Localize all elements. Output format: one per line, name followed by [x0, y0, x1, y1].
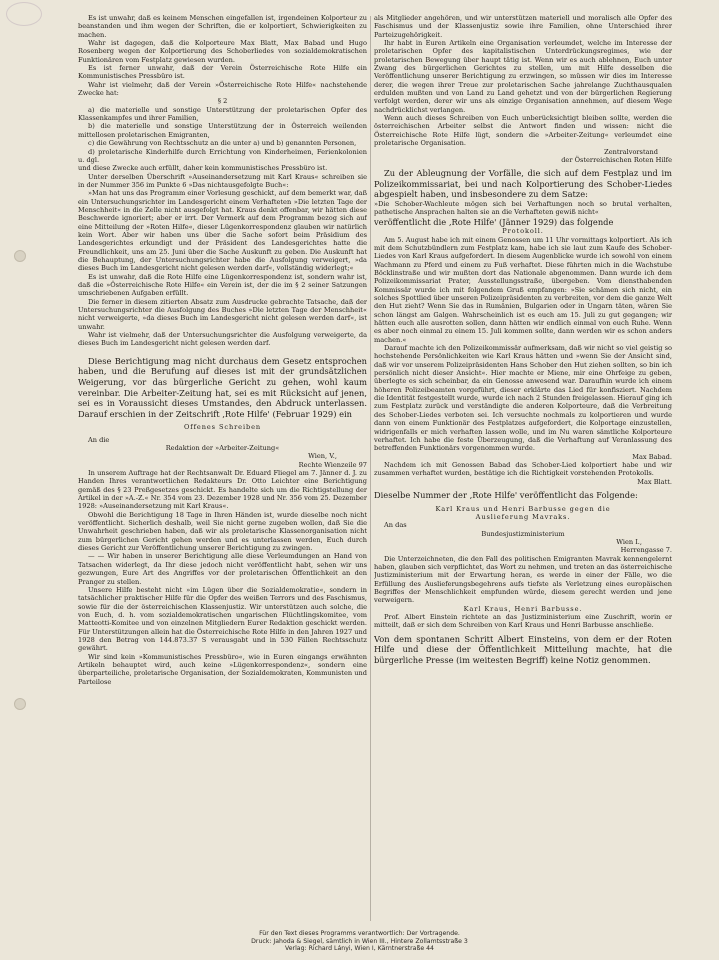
section-heading: § 2	[217, 97, 228, 106]
paragraph: Es ist unwahr, daß es keinem Menschen eingefallen ist, irgendeinen Kolporteur zu beanstanden und ihm wegen der Schriften, die er kolportiert, Schwierigkeiten zu machen.	[78, 14, 367, 39]
paragraph: In unserem Auftrage hat der Rechtsanwalt Dr. Eduard Fliegel am 7. Jänner d. J. zu Handen Ihres verantwortlichen Redakteurs Dr. Otto Leichter eine Berichtigung gemäß des § 23 Preßgesetzes geschickt. Es handelte sich um die Richtigstellung der Artikel in der »A.-Z.« Nr. 354 vom 23. Dezember 1928 und Nr. 356 vom 25. Dezember 1928: »Auseinandersetzung mit Karl Kraus«.	[78, 469, 367, 511]
paragraph: Wir sind kein »Kommunistisches Pressbüro«, wie in Euren eingangs erwähnten Artikeln behauptet wird, auch keine »Lügenkorrespondenz«, sondern eine überparteiliche, proletarische Organisation, der Sozialdemokraten, Kommunisten und Parteilose	[78, 652, 367, 686]
list-item: c) die Gewährung von Rechtsschutz an die unter a) und b) genannten Personen,	[88, 139, 357, 148]
letter-recipient-intro: An das	[384, 521, 407, 530]
paragraph: Ihr habt in Euren Artikeln eine Organisation verleumdet, welche im Interesse der proletarischen Opfer des kapitalistischen Unterdrückungsregimes, wie der proletarischen Bewegung über haupt tätig ist. Wenn wir es auch ablehnen, Euch unter Zwang des bürgerlichen Gerichtes zu stellen, um mit Hilfe desselben die Veröffentlichung unserer Berichtigung zu erzwingen, so müssen wir dies im Interesse derer, die wegen ihrer Treue zur proletarischen Sache jahrelange Zuchthausqualen erdulden mußten und von Land zu Land gehetzt und von der bürgerlichen Regierung verfolgt werden, derer wir uns als einzige Organisation annehmen, auf diesem Wege nachdrücklichst verlangen.	[374, 39, 672, 114]
commentary-paragraph: Dieselbe Nummer der ‚Rote Hilfe' veröffentlicht das Folgende:	[374, 489, 638, 500]
paragraph: — — Wir haben in unserer Berichtigung alle diese Verleumdungen an Hand von Tatsachen widerlegt, da Ihr diese jedoch nicht veröffentlicht habt, sehen wir uns gezwungen, Eure Art des Angriffes vor der proletarischen Öffentlichkeit an den Pranger zu stellen.	[78, 552, 367, 586]
paragraph: Unter derselben Überschrift »Auseinandersetzung mit Karl Kraus« schreiben sie in der Nummer 356 im Punkte 6 »Das nichtausgefolgte Buch«:	[78, 172, 367, 189]
letter-title: Offenes Schreiben	[183, 423, 262, 432]
paragraph: Darauf machte ich den Polizeikommissär aufmerksam, daß wir nicht so viel geistig so hochstehende Persönlichkeiten wie Karl Kraus hätten und »wenn Sie der Ansicht sind, daß wir vor unserem Polizeipräsidenten Hans Schober den Hut ziehen sollten, so bin ich persönlich nicht dieser Ansicht«. Hier machte er Miene, mir eine Ohrfeige zu geben, überlegte es sich scheinbar, da ein Genosse anwesend war. Daraufhin wurde ich einem höheren Polizeibeamten vorgeführt, dieser erklärte das Lied für konfisziert. Nachdem die Identität festgestellt wurde, wurde ich nach 2 Stunden freigelassen. Hierauf ging ich zum Festplatz zurück und verständigte die anderen Kolporteure, daß die Verbreitung des Schober-Liedes verboten sei. Ich versuchte nochmals zu kolportieren und wurde dann von einem Funktionär des Festplatzes aufgefordert, die Kolportage einzustellen, widrigenfalls er mich verhaften lassen wolle, und im Nu waren sämtliche Kolporteure verhaftet. Ich habe die feste Überzeugung, daß die Verhaftung auf Veranlassung des betreffenden Funktionärs vorgenommen wurde.	[374, 344, 672, 453]
letter-recipient: Bundesjustizministerium	[481, 529, 565, 538]
paragraph: Nachdem ich mit Genossen Babad das Schober-Lied kolportiert habe und wir zusammen verhaftet wurden, bestätige ich die Richtigkeit vorstehenden Protokolls.	[374, 460, 672, 478]
right-column	[374, 14, 672, 665]
commentary-paragraph: Von dem spontanen Schritt Albert Einsteins, von dem er der Roten Hilfe und diese der Öffentlichkeit Mitteilung machte, hat die bürgerliche Presse (im weitesten Begriff) keine Notiz genommen.	[374, 633, 672, 665]
paragraph: Die Unterzeichneten, die den Fall des politischen Emigranten Mavrak kennengelernt haben, glauben sich verpflichtet, das Wort zu nehmen, und treten an das österreichische Justizministerium mit der Erwartung heran, es werde in einer der Fälle, wo die Erfüllung des Auslieferungsbegehrens aufs tiefste als Verletzung eines europäischen Begriffes der Menschlichkeit empfunden würde, diesem gerecht werden und jene verweigern.	[374, 554, 672, 605]
letter-city: Wien, V.,	[308, 452, 337, 461]
signature-line: Max Blatt.	[637, 477, 672, 486]
paragraph: Die ferner in diesem zitierten Absatz zum Ausdrucke gebrachte Tatsache, daß der Untersuchungsrichter die Ausfolgung des Buches »Die letzten Tage der Menschheit« nicht verweigerte, »da dieses Buch im Landesgericht nicht gelesen werden darf«, ist unwahr.	[78, 297, 367, 331]
list-item: d) proletarische Kinderhilfe durch Errichtung von Kinderheimen, Ferienkolonien u. dgl.	[78, 147, 367, 164]
list-item: a) die materielle und sonstige Unterstützung der proletarischen Opfer des Klassenkampfes und ihrer Familien,	[78, 105, 367, 123]
commentary-paragraph: Diese Berichtigung mag nicht durchaus dem Gesetz entsprochen haben, und die Berufung auf dieses ist mit der grundsätzlichen Weigerung, vor das bürgerliche Gericht zu gehen, wohl kaum vereinbar. Die Arbeiter-Zeitung hat, sei es mit Rücksicht auf jenen, sei es in Voraussicht dieses Umstandes, den Abdruck unterlassen. Darauf erschien in der Zeitschrift ‚Rote Hilfe' (Februar 1929) ein	[78, 355, 367, 419]
imprint-line: Druck: Jahoda & Siegel, sämtlich in Wien III., Hintere Zollamtsstraße 3	[251, 937, 468, 945]
quoted-paragraph: »Man hat uns das Programm einer Vorlesung geschickt, auf dem bemerkt war, daß ein Untersuchungsrichter im Landesgericht einem Verhafteten »Die letzten Tage der Menschheit« in die Zelle nicht ausgefolgt hat. Kraus denkt offenbar, wir hätten diese Beschwerde ignoriert; aber er irrt. Der Vermerk auf dem Programm bezog sich auf eine Mitteilung der »Roten Hilfe«, dieser Lügenkorrespondenz glauben wir natürlich kein Wort. Aber wir haben uns über die Sache sofort beim Präsidium des Landesgerichtes erkundigt und der Präsident des Landesgerichtes hatte die Freundlichkeit, uns am 25. Juni über die Sache Auskunft zu geben. Die Auskunft hat die Behauptung, der Untersuchungsrichter habe die Ausfolgung verweigert, »da dieses Buch im Landesgericht nicht gelesen werden darf«, vollständig widerlegt;«	[78, 189, 367, 273]
letter-recipient: Redaktion der »Arbeiter-Zeitung«	[165, 444, 280, 452]
commentary-paragraph: Zu der Ableugnung der Vorfälle, die sich auf dem Festplaz und im Polizeikommissariat, bei und nach Kolportierung des Schober-Liedes abgespielt haben, und insbesondere zu dem Satze:	[374, 168, 672, 200]
punch-hole-top	[14, 250, 26, 262]
paragraph: Es ist ferner unwahr, daß der Verein Österreichische Rote Hilfe ein Kommunistisches Pressbüro ist.	[78, 64, 367, 81]
appeal-title: Auslieferung Mavraks.	[475, 512, 571, 521]
paragraph: Prof. Albert Einstein richtete an das Justizministerium eine Zuschrift, worin er mitteilt, daß er sich dem Schreiben von Karl Kraus und Henri Barbusse anschließe.	[374, 612, 672, 630]
protocol-title: Protokoll.	[502, 227, 544, 236]
paragraph: Unsere Hilfe besteht nicht »im Lügen über die Sozialdemokratie«, sondern in tatsächlicher praktischer Hilfe für die Opfer des weißen Terrors und des Faschismus, sowie für die der österreichischen Klassenjustiz. Wir unterstützen auch solche, die von Euch, d. h. vom sozialdemokratischen ungarischen Flüchtlingskomitee, vom Matteotti-Komitee und von einzelnen Mitgliedern Eurer Redaktion geschickt werden. Für Unterstützungen allein hat die Österreichische Rote Hilfe in den Jahren 1927 und 1928 den Betrag von 144.873.37 S verausgabt und in 530 Fällen Rechtsschutz gewährt.	[78, 585, 367, 653]
left-column	[78, 14, 367, 686]
letter-address: Herrengasse 7.	[620, 546, 672, 555]
commentary-paragraph: veröffentlicht die ‚Rote Hilfe' (Jänner 1929) das folgende	[374, 216, 614, 227]
paragraph: Wahr ist vielmehr, daß der Verein »Österreichische Rote Hilfe« nachstehende Zwecke hat:	[78, 80, 367, 98]
quote: »Die Schober-Wachleute mögen sich bei Verhaftungen noch so brutal verhalten, pathetische Ansprachen halten sie an die Verhafteten gewiß nicht«	[374, 199, 672, 217]
paragraph: Wenn auch dieses Schreiben von Euch unberücksichtigt bleiben sollte, werden die österreichischen Arbeiter selbst die Antwort finden und wissen: nicht die Österreichische Rote Hilfe lügt, sondern die »Arbeiter-Zeitung« verleumdet eine proletarische Organisation.	[374, 114, 672, 148]
letter-address: Rechte Wienzeile 97	[298, 460, 367, 469]
paragraph: Wahr ist vielmehr, daß der Untersuchungsrichter die Ausfolgung verweigerte, da dieses Buch im Landesgericht nicht gelesen werden darf.	[78, 331, 367, 348]
column-divider	[370, 16, 371, 921]
letter-recipient-intro: An die	[88, 435, 110, 444]
paragraph: Wahr ist dagegen, daß die Kolporteure Max Blatt, Max Babad und Hugo Rosenberg wegen der Kolportierung des Schoberliedes von sozialdemokratischen Funktionären vom Festplatz gewiesen wurden.	[78, 39, 367, 64]
imprint-line: Verlag: Richard Lányi, Wien I, Kärntnerstraße 44	[284, 945, 434, 953]
library-stamp	[6, 2, 42, 26]
imprint-line: Für den Text dieses Programms verantwortlich: Der Vortragende.	[259, 930, 460, 937]
imprint-footer	[0, 930, 719, 953]
signature-line: der Österreichischen Roten Hilfe	[561, 155, 672, 164]
paragraph: als Mitglieder angehören, und wir unterstützen materiell und moralisch alle Opfer des Faschismus und der Klassenjustiz sowie ihre Familien, ohne Unterschied ihrer Parteizugehörigkeit.	[374, 14, 672, 39]
paragraph: und diese Zwecke auch erfüllt, daher kein kommunistisches Pressbüro ist.	[78, 164, 328, 173]
punch-hole-bottom	[14, 698, 26, 710]
paragraph: Am 5. August habe ich mit einem Genossen um 11 Uhr vormittags kolportiert. Als ich mit dem Schutzbündlern zum Festplatz kam, habe ich sie laut zum Kaufe des Schober-Liedes von Karl Kraus aufgefordert. In diesem Augenblicke wurde ich sowohl von einem Wachmann zu Pferd und einem zu Fuß verhaftet. Diese führten mich in die Wachstube Böcklinstraße und wir mußten dort das Nationale abgenommen. Dann wurde ich dem Polizeikommissariat Prater, Ausstellungsstraße, übergeben. Vom diensthabenden Kommissär wurde ich mit folgendem Gruß empfangen: »Sie schämen sich nicht, ein solches Spottlied über unseren Polizeipräsidenten zu verbreiten, vor dem die ganze Welt den Hut zieht? Wenn Sie das in Rumänien, Bulgarien oder in Ungarn täten, wären Sie schon längst am Galgen. Wahrscheinlich ist es euch am 15. Juli zu gut gegangen; wir hätten euch alle ausrotten sollen, dann hätten wir endlich einmal von euch Ruhe. Wenn es aber noch einmal zu einem 15. Juli kommen sollte, dann werden wir es schon anders machen.«	[374, 235, 672, 344]
signature-line: Karl Kraus, Henri Barbusse.	[463, 604, 583, 613]
appeal-title: Karl Kraus und Henri Barbusse gegen die	[435, 504, 611, 513]
signature-line: Zentralvorstand	[604, 147, 658, 156]
paragraph: Obwohl die Berichtigung 18 Tage in Ihren Händen ist, wurde dieselbe noch nicht veröffentlicht. Sicherlich deshalb, weil Sie nicht gerne zugeben wollen, daß Sie die Unwahrheit geschrieben haben, daß wir als proletarische Klassenorganisation nicht zum bürgerlichen Gericht gehen werden und es unterlassen werden, Euch durch dieses Gericht zur Veröffentlichung unserer Berichtigung zu zwingen.	[78, 510, 367, 553]
signature-line: Max Babad.	[632, 452, 672, 461]
paragraph: Es ist unwahr, daß die Rote Hilfe eine Lügenkorrespondenz ist, sondern wahr ist, daß die »Österreichische Rote Hilfe« ein Verein ist, der die im § 2 seiner Satzungen umschriebenen Aufgaben erfüllt.	[78, 272, 367, 298]
letter-city: Wien I.,	[616, 537, 642, 546]
list-item: b) die materielle und sonstige Unterstützung der in Österreich weilenden mittellosen proletarischen Emigranten,	[78, 122, 367, 139]
